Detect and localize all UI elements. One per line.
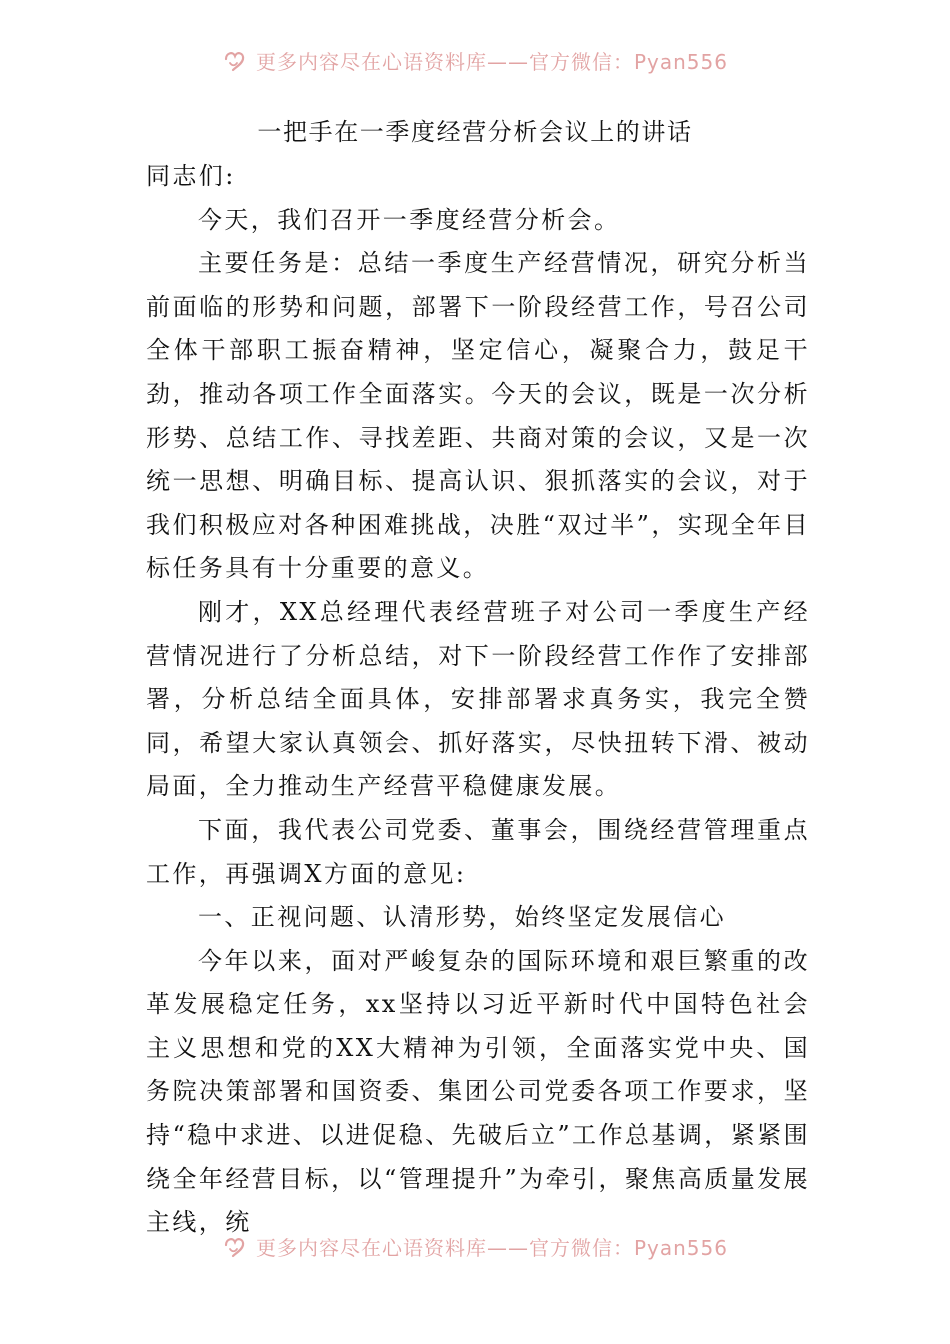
watermark-text: 更多内容尽在心语资料库——官方微信：Pyan556 xyxy=(255,1235,728,1260)
section-heading: 一、正视问题、认清形势，始终坚定发展信心 xyxy=(198,903,726,932)
heart-swirl-logo-icon xyxy=(222,1233,248,1259)
footer-watermark xyxy=(0,1226,950,1266)
document-title: 一把手在一季度经营分析会议上的讲话 xyxy=(257,118,693,146)
paragraph: 刚才，XX总经理代表经营班子对公司一季度生产经营情况进行了分析总结，对下一阶段经营工作作了安排部署，分析总结全面具体，安排部署求真务实，我完全赞同，希望大家认真领会、抓好落实，尽快扭转下滑、被动局面，全力推动生产经营平稳健康发展。 xyxy=(146,597,810,801)
paragraph: 今年以来，面对严峻复杂的国际环境和艰巨繁重的改革发展稳定任务，xx坚持以习近平新时代中国特色社会主义思想和党的XX大精神为引领，全面落实党中央、国务院决策部署和国资委、集团公司党委各项工作要求，坚持“稳中求进、以进促稳、先破后立”工作总基调，紧紧围绕全年经营目标，以“管理提升”为牵引，聚焦高质量发展主线，统 xyxy=(146,946,810,1237)
paragraph: 下面，我代表公司党委、董事会，围绕经营管理重点工作，再强调X方面的意见: xyxy=(146,815,810,888)
paragraph: 今天，我们召开一季度经营分析会。 xyxy=(198,205,621,234)
document-body xyxy=(146,155,810,1245)
salutation: 同志们: xyxy=(146,162,236,190)
paragraph: 主要任务是：总结一季度生产经营情况，研究分析当前面临的形势和问题，部署下一阶段经营工作，号召公司全体干部职工振奋精神，坚定信心，凝聚合力，鼓足干劲，推动各项工作全面落实。今天的会议，既是一次分析形势、总结工作、寻找差距、共商对策的会议，又是一次统一思想、明确目标、提高认识、狠抓落实的会议，对于我们积极应对各种困难挑战，决胜“双过半”，实现全年目标任务具有十分重要的意义。 xyxy=(146,249,810,583)
header-watermark xyxy=(0,40,950,80)
watermark-text: 更多内容尽在心语资料库——官方微信：Pyan556 xyxy=(255,49,728,74)
heart-swirl-logo-icon xyxy=(222,47,248,73)
